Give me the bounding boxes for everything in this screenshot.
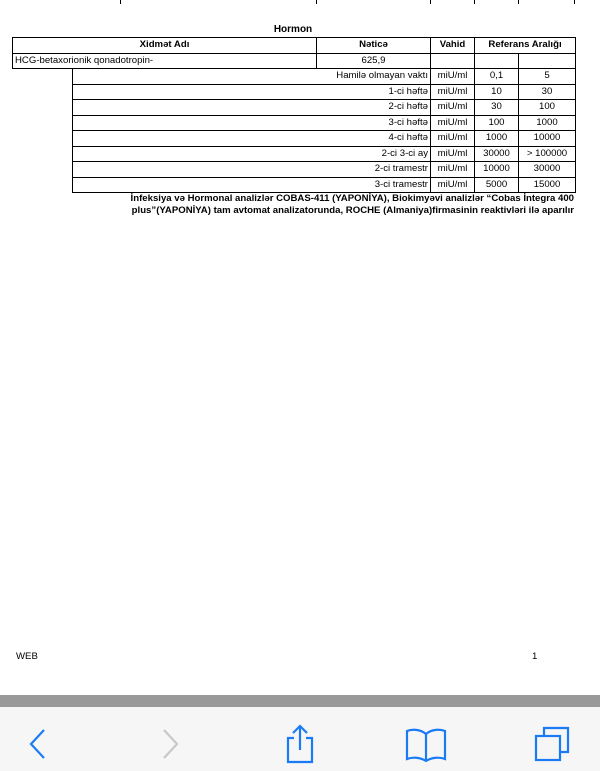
reference-label: 2-ci tramestr (73, 162, 431, 178)
table-row (13, 162, 576, 178)
results-table (12, 37, 576, 193)
reference-unit: miU/ml (431, 100, 475, 116)
column-header: Referans Aralığı (475, 38, 576, 54)
empty-cell (475, 53, 519, 69)
table-row (13, 146, 576, 162)
reference-low: 0,1 (475, 69, 519, 85)
footnote-line: plus”(YAPONİYA) tam avtomat analizatorunda, ROCHE (Almaniya)firmasinin reaktivləri ilə aparılır (131, 205, 574, 216)
bookmarks-icon (404, 726, 448, 762)
back-button[interactable] (8, 719, 68, 769)
table-header-row (13, 38, 576, 54)
reference-label: 3-ci həftə (73, 115, 431, 131)
test-name: HCG-betaxorionik qonadotropin- (13, 53, 317, 69)
reference-low: 10000 (475, 162, 519, 178)
browser-toolbar (0, 695, 600, 771)
reference-high: > 100000 (519, 146, 576, 162)
reference-high: 30000 (519, 162, 576, 178)
forward-button[interactable] (140, 719, 200, 769)
reference-high: 15000 (519, 177, 576, 193)
reference-unit: miU/ml (431, 115, 475, 131)
tabs-button[interactable] (522, 719, 582, 769)
test-row (13, 53, 576, 69)
tabs-icon (532, 724, 572, 764)
table-row (13, 84, 576, 100)
reference-low: 30 (475, 100, 519, 116)
reference-low: 100 (475, 115, 519, 131)
column-header: Nəticə (317, 38, 431, 54)
reference-unit: miU/ml (431, 84, 475, 100)
footer-source: WEB (16, 651, 38, 662)
reference-high: 30 (519, 84, 576, 100)
reference-unit: miU/ml (431, 146, 475, 162)
column-header: Xidmət Adı (13, 38, 317, 54)
column-header: Vahid (431, 38, 475, 54)
empty-cell (519, 53, 576, 69)
table-row (13, 131, 576, 147)
bookmarks-button[interactable] (396, 719, 456, 769)
forward-icon (159, 727, 181, 761)
previous-page-edge (0, 0, 600, 4)
reference-unit: miU/ml (431, 131, 475, 147)
reference-unit: miU/ml (431, 162, 475, 178)
empty-cell (431, 53, 475, 69)
reference-high: 5 (519, 69, 576, 85)
reference-unit: miU/ml (431, 69, 475, 85)
page-number: 1 (532, 651, 538, 662)
reference-low: 5000 (475, 177, 519, 193)
reference-label: 2-ci həftə (73, 100, 431, 116)
reference-high: 100 (519, 100, 576, 116)
reference-label: 4-ci həftə (73, 131, 431, 147)
reference-label: 2-ci 3-ci ay (73, 146, 431, 162)
reference-unit: miU/ml (431, 177, 475, 193)
analyzer-footnote (40, 193, 574, 217)
test-result: 625,9 (317, 53, 431, 69)
share-icon (283, 724, 317, 764)
reference-label: 3-ci tramestr (73, 177, 431, 193)
table-row (13, 69, 576, 85)
table-row (13, 115, 576, 131)
reference-high: 1000 (519, 115, 576, 131)
reference-high: 10000 (519, 131, 576, 147)
table-row (13, 177, 576, 193)
table-row (13, 100, 576, 116)
footnote-line: İnfeksiya və Hormonal analizlər COBAS-411 (YAPONİYA), Biokimyəvi analizlər “Cobas İntegra 400 (130, 193, 574, 204)
reference-low: 30000 (475, 146, 519, 162)
reference-low: 10 (475, 84, 519, 100)
section-title: Hormon (273, 24, 313, 35)
reference-label: Hamilə olmayan vaktı (73, 69, 431, 85)
back-icon (27, 727, 49, 761)
share-button[interactable] (270, 719, 330, 769)
reference-label: 1-ci həftə (73, 84, 431, 100)
reference-low: 1000 (475, 131, 519, 147)
